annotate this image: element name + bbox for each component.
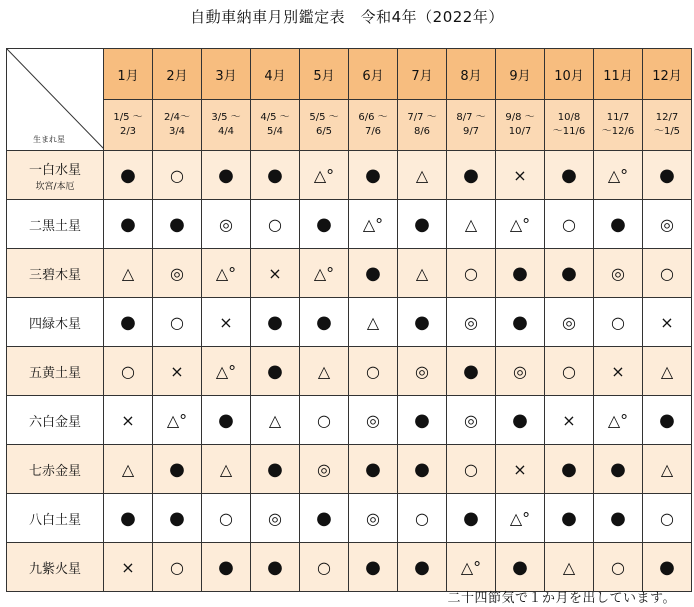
rating-cell: ● (496, 543, 545, 592)
rating-cell: ● (398, 200, 447, 249)
rating-cell: × (594, 347, 643, 396)
rating-cell: △ (300, 347, 349, 396)
rating-cell: △° (202, 347, 251, 396)
period-header (545, 100, 594, 151)
rating-cell: △ (104, 445, 153, 494)
period-header (594, 100, 643, 151)
table-row (7, 396, 692, 445)
rating-cell: ● (447, 151, 496, 200)
rating-cell: △ (104, 249, 153, 298)
rating-cell: △° (153, 396, 202, 445)
table-row (7, 200, 692, 249)
rating-cell: ● (349, 543, 398, 592)
rating-cell: ● (398, 298, 447, 347)
rating-cell: ● (202, 543, 251, 592)
period-header (496, 100, 545, 151)
table-row (7, 151, 692, 200)
rating-cell: ○ (300, 543, 349, 592)
period-start: 6/6 ～ (358, 112, 388, 123)
rating-cell: ● (545, 249, 594, 298)
rating-cell: ○ (251, 200, 300, 249)
rating-cell: ● (104, 298, 153, 347)
month-header: 11月 (594, 49, 643, 100)
rating-cell: ○ (153, 151, 202, 200)
rating-cell: ● (643, 543, 692, 592)
star-name-cell (7, 151, 104, 200)
rating-cell: △° (300, 151, 349, 200)
rating-cell: △° (349, 200, 398, 249)
table-row (7, 347, 692, 396)
star-name: 六白金星 (28, 414, 81, 430)
month-header: 7月 (398, 49, 447, 100)
rating-cell: △ (643, 347, 692, 396)
period-start: 2/4～ (163, 112, 191, 123)
period-start: 3/5 ～ (211, 112, 241, 123)
rating-cell: ● (496, 249, 545, 298)
period-header (349, 100, 398, 151)
rating-cell: ○ (300, 396, 349, 445)
star-name: 八白土星 (28, 512, 81, 528)
rating-cell: ● (251, 445, 300, 494)
star-name: 七赤金星 (28, 463, 81, 479)
star-name-cell (7, 543, 104, 592)
period-header (153, 100, 202, 151)
period-end: 6/5 (315, 126, 333, 137)
rating-cell: ◎ (202, 200, 251, 249)
rating-cell: × (153, 347, 202, 396)
period-end: 8/6 (413, 126, 431, 137)
period-start: 12/7 (655, 112, 679, 123)
star-name: 九紫火星 (28, 561, 81, 577)
period-header (643, 100, 692, 151)
star-name-cell (7, 200, 104, 249)
period-start: 10/8 (557, 112, 581, 123)
period-start: 4/5 ～ (260, 112, 290, 123)
period-end: 10/7 (508, 126, 532, 137)
rating-cell: ● (349, 249, 398, 298)
period-end: ～1/5 (653, 126, 681, 137)
rating-cell: ● (104, 151, 153, 200)
month-header: 1月 (104, 49, 153, 100)
corner-label: 生まれ星 (33, 135, 65, 144)
period-start: 8/7 ～ (456, 112, 486, 123)
period-end: ～11/6 (552, 126, 586, 137)
rating-cell: × (202, 298, 251, 347)
period-start: 7/7 ～ (407, 112, 437, 123)
rating-cell: ● (545, 151, 594, 200)
month-header: 4月 (251, 49, 300, 100)
month-header: 12月 (643, 49, 692, 100)
month-header: 6月 (349, 49, 398, 100)
rating-cell: × (496, 151, 545, 200)
rating-cell: × (251, 249, 300, 298)
rating-cell: ● (643, 396, 692, 445)
rating-cell: ● (545, 494, 594, 543)
rating-cell: ○ (398, 494, 447, 543)
table-row (7, 543, 692, 592)
rating-cell: ○ (349, 347, 398, 396)
star-name: 三碧木星 (28, 267, 81, 283)
rating-cell: △ (398, 151, 447, 200)
rating-cell: ◎ (153, 249, 202, 298)
star-name-cell (7, 494, 104, 543)
rating-cell: ○ (447, 249, 496, 298)
rating-cell: △° (300, 249, 349, 298)
star-subtitle: 坎宮/本厄 (35, 181, 75, 192)
table-row (7, 298, 692, 347)
rating-cell: ● (153, 200, 202, 249)
star-name: 一白水星 (28, 162, 81, 178)
month-header: 8月 (447, 49, 496, 100)
period-end: 5/4 (266, 126, 284, 137)
rating-cell: ◎ (643, 200, 692, 249)
rating-cell: × (104, 396, 153, 445)
rating-cell: △ (349, 298, 398, 347)
month-header: 5月 (300, 49, 349, 100)
rating-cell: ● (643, 151, 692, 200)
rating-cell: ◎ (594, 249, 643, 298)
month-header: 3月 (202, 49, 251, 100)
period-header (447, 100, 496, 151)
period-header (398, 100, 447, 151)
rating-cell: ○ (202, 494, 251, 543)
star-name-cell (7, 298, 104, 347)
rating-cell: ● (545, 445, 594, 494)
rating-cell: ○ (594, 298, 643, 347)
rating-cell: ○ (104, 347, 153, 396)
rating-cell: △ (251, 396, 300, 445)
rating-cell: ● (202, 151, 251, 200)
rating-cell: ● (447, 494, 496, 543)
period-start: 11/7 (606, 112, 630, 123)
rating-cell: ● (398, 396, 447, 445)
rating-cell: △° (594, 151, 643, 200)
table-row (7, 445, 692, 494)
rating-cell: ● (300, 494, 349, 543)
rating-cell: △° (496, 494, 545, 543)
rating-cell: ● (300, 200, 349, 249)
rating-cell: △° (496, 200, 545, 249)
rating-cell: ● (202, 396, 251, 445)
period-header (300, 100, 349, 151)
rating-cell: △ (202, 445, 251, 494)
star-name: 五黄土星 (28, 365, 81, 381)
month-header: 9月 (496, 49, 545, 100)
period-start: 9/8 ～ (505, 112, 535, 123)
rating-cell: ● (153, 494, 202, 543)
rating-cell: △ (643, 445, 692, 494)
rating-cell: ◎ (447, 298, 496, 347)
rating-cell: ○ (153, 298, 202, 347)
table-row (7, 249, 692, 298)
rating-cell: ◎ (251, 494, 300, 543)
period-end: 7/6 (364, 126, 382, 137)
month-header: 10月 (545, 49, 594, 100)
period-start: 1/5 ～ (113, 112, 143, 123)
rating-cell: △° (447, 543, 496, 592)
rating-cell: ◎ (545, 298, 594, 347)
page-title: 自動車納車月別鑑定表 令和4年（2022年） (190, 8, 504, 26)
rating-cell: ● (398, 543, 447, 592)
rating-cell: ● (496, 396, 545, 445)
rating-cell: ● (594, 445, 643, 494)
rating-cell: ● (251, 347, 300, 396)
rating-cell: ◎ (349, 396, 398, 445)
period-end: 4/4 (217, 126, 235, 137)
star-name-cell (7, 347, 104, 396)
rating-cell: × (545, 396, 594, 445)
rating-cell: ◎ (300, 445, 349, 494)
rating-cell: ● (349, 151, 398, 200)
rating-cell: ○ (545, 347, 594, 396)
rating-cell: ● (251, 543, 300, 592)
footer-note: 二十四節気で１か月を出しています。 (447, 591, 676, 606)
fortune-table (6, 48, 692, 592)
period-header (251, 100, 300, 151)
period-end: 2/3 (119, 126, 137, 137)
month-header: 2月 (153, 49, 202, 100)
rating-cell: ● (104, 200, 153, 249)
rating-cell: ○ (153, 543, 202, 592)
rating-cell: ◎ (349, 494, 398, 543)
rating-cell: × (496, 445, 545, 494)
star-name-cell (7, 396, 104, 445)
rating-cell: ● (300, 298, 349, 347)
rating-cell: △ (398, 249, 447, 298)
star-name-cell (7, 445, 104, 494)
period-start: 5/5 ～ (309, 112, 339, 123)
rating-cell: △ (447, 200, 496, 249)
rating-cell: ○ (447, 445, 496, 494)
rating-cell: ◎ (496, 347, 545, 396)
period-header (104, 100, 153, 151)
rating-cell: ● (594, 200, 643, 249)
period-end: ～12/6 (601, 126, 635, 137)
rating-cell: ● (349, 445, 398, 494)
rating-cell: ○ (643, 494, 692, 543)
period-header (202, 100, 251, 151)
rating-cell: △° (202, 249, 251, 298)
rating-cell: ○ (643, 249, 692, 298)
star-name: 四緑木星 (28, 316, 81, 332)
star-name: 二黒土星 (28, 218, 81, 234)
rating-cell: ● (251, 151, 300, 200)
corner-cell (7, 49, 104, 151)
rating-cell: △° (594, 396, 643, 445)
rating-cell: ● (153, 445, 202, 494)
rating-cell: ○ (594, 543, 643, 592)
rating-cell: ● (398, 445, 447, 494)
table-row (7, 494, 692, 543)
rating-cell: × (104, 543, 153, 592)
rating-cell: × (643, 298, 692, 347)
rating-cell: ◎ (398, 347, 447, 396)
star-name-cell (7, 249, 104, 298)
rating-cell: ● (251, 298, 300, 347)
period-end: 3/4 (168, 126, 186, 137)
rating-cell: ◎ (447, 396, 496, 445)
rating-cell: ● (447, 347, 496, 396)
rating-cell: ○ (545, 200, 594, 249)
rating-cell: ● (104, 494, 153, 543)
period-end: 9/7 (462, 126, 480, 137)
rating-cell: ● (496, 298, 545, 347)
rating-cell: ● (594, 494, 643, 543)
rating-cell: △ (545, 543, 594, 592)
